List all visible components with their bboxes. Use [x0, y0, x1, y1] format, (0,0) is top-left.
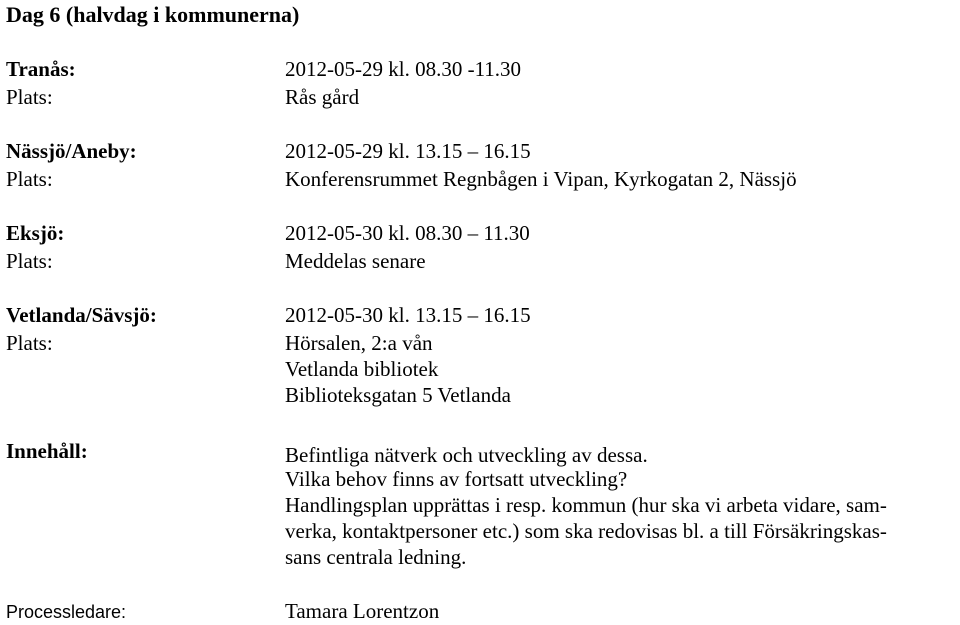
- session-datetime-eksjo: 2012-05-30 kl. 08.30 – 11.30: [285, 221, 530, 245]
- session-label-vetlanda-savsjo: Vetlanda/Sävsjö:: [6, 303, 157, 327]
- place-eksjo: Meddelas senare: [285, 249, 426, 273]
- place-label-tranas: Plats:: [6, 85, 53, 109]
- session-label-eksjo: Eksjö:: [6, 221, 65, 245]
- place-vetlanda-line-2: Vetlanda bibliotek: [285, 357, 439, 381]
- session-label-tranas: Tranås:: [6, 57, 76, 81]
- content-line-1: Befintliga nätverk och utveckling av dessa.: [285, 443, 648, 467]
- place-nassjo-aneby: Konferensrummet Regnbågen i Vipan, Kyrkogatan 2, Nässjö: [285, 167, 797, 191]
- facilitator-label: Processledare:: [6, 602, 127, 622]
- place-tranas: Rås gård: [285, 85, 360, 109]
- place-label-eksjo: Plats:: [6, 249, 53, 273]
- session-label-nassjo-aneby: Nässjö/Aneby:: [6, 139, 137, 163]
- content-line-3: Handlingsplan upprättas i resp. kommun (hur ska vi arbeta vidare, sam-: [285, 493, 887, 517]
- session-datetime-vetlanda-savsjo: 2012-05-30 kl. 13.15 – 16.15: [285, 303, 531, 327]
- content-line-5: sans centrala ledning.: [285, 545, 467, 569]
- place-vetlanda-line-3: Biblioteksgatan 5 Vetlanda: [285, 383, 511, 407]
- page-title: Dag 6 (halvdag i kommunerna): [6, 2, 300, 27]
- facilitator-name: Tamara Lorentzon: [285, 599, 440, 623]
- place-vetlanda-line-1: Hörsalen, 2:a vån: [285, 331, 433, 355]
- content-line-4: verka, kontaktpersoner etc.) som ska redovisas bl. a till Försäkringskas-: [285, 519, 887, 543]
- place-label-vetlanda-savsjo: Plats:: [6, 331, 53, 355]
- place-label-nassjo-aneby: Plats:: [6, 167, 53, 191]
- session-datetime-nassjo-aneby: 2012-05-29 kl. 13.15 – 16.15: [285, 139, 531, 163]
- session-datetime-tranas: 2012-05-29 kl. 08.30 -11.30: [285, 57, 522, 81]
- content-line-2: Vilka behov finns av fortsatt utveckling?: [285, 467, 628, 491]
- content-label: Innehåll:: [6, 439, 88, 463]
